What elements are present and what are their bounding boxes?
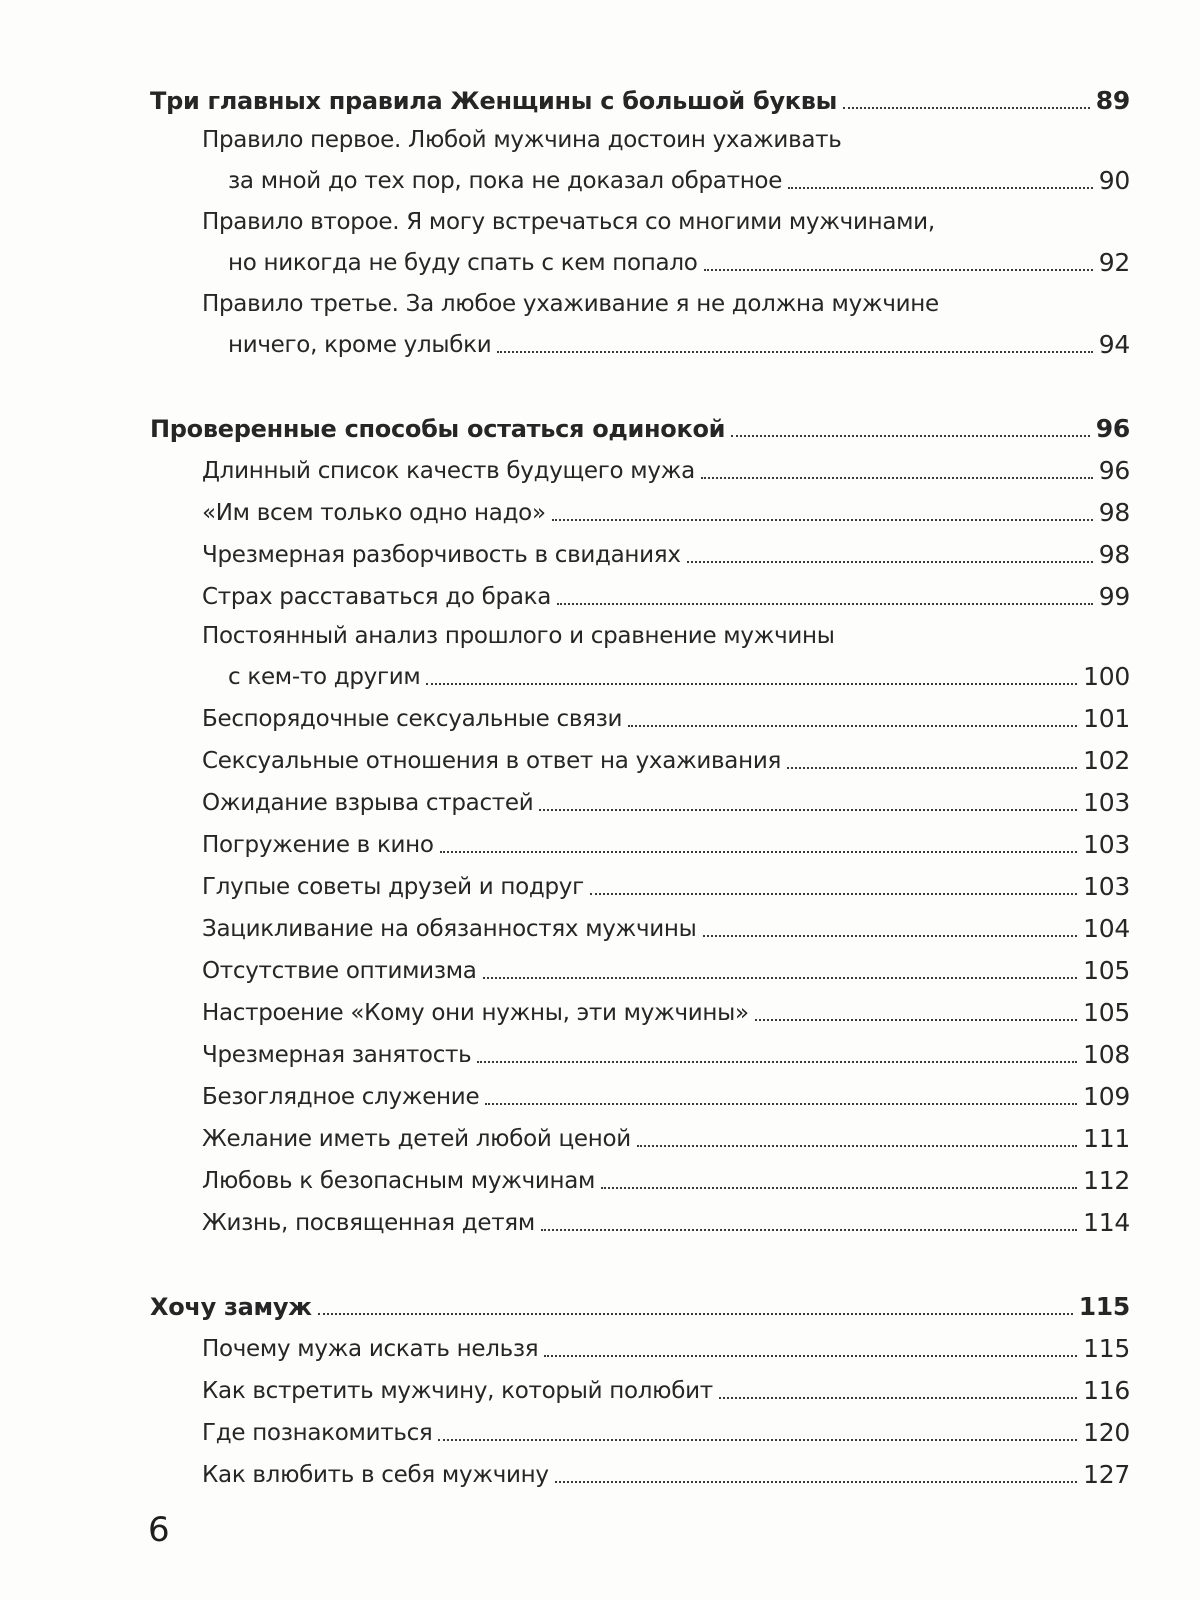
page-ref: 96 — [1098, 456, 1130, 485]
entry-line-1: Правило третье. За любое ухаживание я не должна мужчине — [202, 291, 939, 317]
entry-line-1: Постоянный анализ прошлого и сравнение мужчины — [202, 623, 835, 649]
dot-leader — [787, 767, 1077, 769]
dot-leader — [843, 107, 1090, 109]
toc-entry — [150, 444, 1130, 486]
toc-entry — [150, 734, 1130, 776]
toc-section-1 — [150, 72, 1130, 360]
entry-title: Любовь к безопасным мужчинам — [202, 1168, 596, 1194]
toc-section-2 — [150, 400, 1130, 1238]
entry-title: Как влюбить в себя мужчину — [202, 1462, 549, 1488]
heading-title: Хочу замуж — [150, 1293, 312, 1321]
toc-entry — [150, 986, 1130, 1028]
toc-entry — [150, 1406, 1130, 1448]
entry-line-2: но никогда не буду спать с кем попало — [228, 250, 698, 276]
page-ref: 105 — [1083, 956, 1130, 985]
toc-entry — [150, 1364, 1130, 1406]
dot-leader — [687, 561, 1093, 563]
page-ref: 115 — [1078, 1292, 1130, 1321]
toc-entry — [150, 1196, 1130, 1238]
page-ref: 127 — [1083, 1460, 1130, 1489]
entry-title: Желание иметь детей любой ценой — [202, 1126, 631, 1152]
page-ref: 101 — [1083, 704, 1130, 733]
toc-entry — [150, 528, 1130, 570]
heading-title: Три главных правила Женщины с большой буквы — [150, 87, 838, 115]
page-ref: 112 — [1083, 1166, 1130, 1195]
entry-title: Чрезмерная занятость — [202, 1042, 472, 1068]
page-ref: 116 — [1083, 1376, 1130, 1405]
dot-leader — [485, 1103, 1077, 1105]
toc-entry — [150, 944, 1130, 986]
page-ref: 111 — [1083, 1124, 1130, 1153]
dot-leader — [477, 1061, 1077, 1063]
dot-leader — [539, 809, 1077, 811]
page-ref: 99 — [1098, 582, 1130, 611]
entry-line-1: Правило первое. Любой мужчина достоин ухаживать — [202, 127, 842, 153]
page-ref: 103 — [1083, 830, 1130, 859]
toc-entry — [150, 618, 1130, 692]
entry-line-2: за мной до тех пор, пока не доказал обратное — [228, 168, 783, 194]
page-ref: 114 — [1083, 1208, 1130, 1237]
toc-section-3 — [150, 1278, 1130, 1490]
dot-leader — [628, 725, 1077, 727]
dot-leader — [483, 977, 1078, 979]
dot-leader — [557, 603, 1093, 605]
toc-entry — [150, 204, 1130, 278]
page-ref: 103 — [1083, 872, 1130, 901]
toc-entry — [150, 122, 1130, 196]
toc-heading — [150, 72, 1130, 116]
entry-title: Погружение в кино — [202, 832, 434, 858]
toc-entry — [150, 1070, 1130, 1112]
page-ref: 115 — [1083, 1334, 1130, 1363]
toc-entry — [150, 902, 1130, 944]
toc-entry — [150, 286, 1130, 360]
entry-title: Как встретить мужчину, который полюбит — [202, 1378, 713, 1404]
toc-entry — [150, 1448, 1130, 1490]
dot-leader — [755, 1019, 1077, 1021]
page-ref: 96 — [1095, 414, 1130, 443]
toc-entry — [150, 1154, 1130, 1196]
entry-title: «Им всем только одно надо» — [202, 500, 546, 526]
dot-leader — [731, 435, 1090, 437]
dot-leader — [601, 1187, 1077, 1189]
entry-title: Отсутствие оптимизма — [202, 958, 477, 984]
entry-title: Настроение «Кому они нужны, эти мужчины» — [202, 1000, 749, 1026]
toc-entry — [150, 776, 1130, 818]
toc-entry — [150, 692, 1130, 734]
dot-leader — [637, 1145, 1077, 1147]
page-number: 6 — [148, 1510, 170, 1550]
entry-title: Жизнь, посвященная детям — [202, 1210, 535, 1236]
dot-leader — [788, 187, 1093, 189]
page-ref: 100 — [1083, 662, 1130, 691]
toc-entry — [150, 1322, 1130, 1364]
table-of-contents — [150, 72, 1130, 1530]
entry-line-2: с кем-то другим — [228, 664, 421, 690]
entry-line-1: Правило второе. Я могу встречаться со многими мужчинами, — [202, 209, 935, 235]
entry-title: Почему мужа искать нельзя — [202, 1336, 539, 1362]
toc-entry — [150, 570, 1130, 612]
dot-leader — [438, 1439, 1077, 1441]
entry-title: Страх расставаться до брака — [202, 584, 551, 610]
dot-leader — [719, 1397, 1077, 1399]
page-ref: 108 — [1083, 1040, 1130, 1069]
dot-leader — [440, 851, 1077, 853]
dot-leader — [426, 683, 1077, 685]
entry-title: Где познакомиться — [202, 1420, 433, 1446]
toc-entry — [150, 1028, 1130, 1070]
page-ref: 102 — [1083, 746, 1130, 775]
page-ref: 120 — [1083, 1418, 1130, 1447]
dot-leader — [497, 351, 1092, 353]
page-ref: 109 — [1083, 1082, 1130, 1111]
dot-leader — [555, 1481, 1077, 1483]
page-ref: 98 — [1098, 498, 1130, 527]
entry-title: Глупые советы друзей и подруг — [202, 874, 584, 900]
page-ref: 90 — [1098, 166, 1130, 195]
dot-leader — [318, 1313, 1073, 1315]
dot-leader — [541, 1229, 1077, 1231]
entry-title: Чрезмерная разборчивость в свиданиях — [202, 542, 681, 568]
toc-heading — [150, 1278, 1130, 1322]
entry-title: Ожидание взрыва страстей — [202, 790, 534, 816]
page-ref: 89 — [1095, 86, 1130, 115]
page-ref: 105 — [1083, 998, 1130, 1027]
dot-leader — [701, 477, 1093, 479]
page-ref: 98 — [1098, 540, 1130, 569]
heading-title: Проверенные способы остаться одинокой — [150, 415, 726, 443]
toc-entry — [150, 860, 1130, 902]
page-ref: 92 — [1098, 248, 1130, 277]
page-ref: 104 — [1083, 914, 1130, 943]
toc-heading — [150, 400, 1130, 444]
dot-leader — [552, 519, 1093, 521]
page-ref: 103 — [1083, 788, 1130, 817]
entry-line-2: ничего, кроме улыбки — [228, 332, 492, 358]
entry-title: Зацикливание на обязанностях мужчины — [202, 916, 697, 942]
dot-leader — [704, 269, 1093, 271]
entry-title: Беспорядочные сексуальные связи — [202, 706, 623, 732]
entry-title: Сексуальные отношения в ответ на ухаживания — [202, 748, 782, 774]
dot-leader — [544, 1355, 1077, 1357]
toc-entry — [150, 818, 1130, 860]
dot-leader — [703, 935, 1078, 937]
dot-leader — [590, 893, 1077, 895]
entry-title: Длинный список качеств будущего мужа — [202, 458, 695, 484]
toc-entry — [150, 486, 1130, 528]
toc-entry — [150, 1112, 1130, 1154]
page-ref: 94 — [1098, 330, 1130, 359]
entry-title: Безоглядное служение — [202, 1084, 480, 1110]
